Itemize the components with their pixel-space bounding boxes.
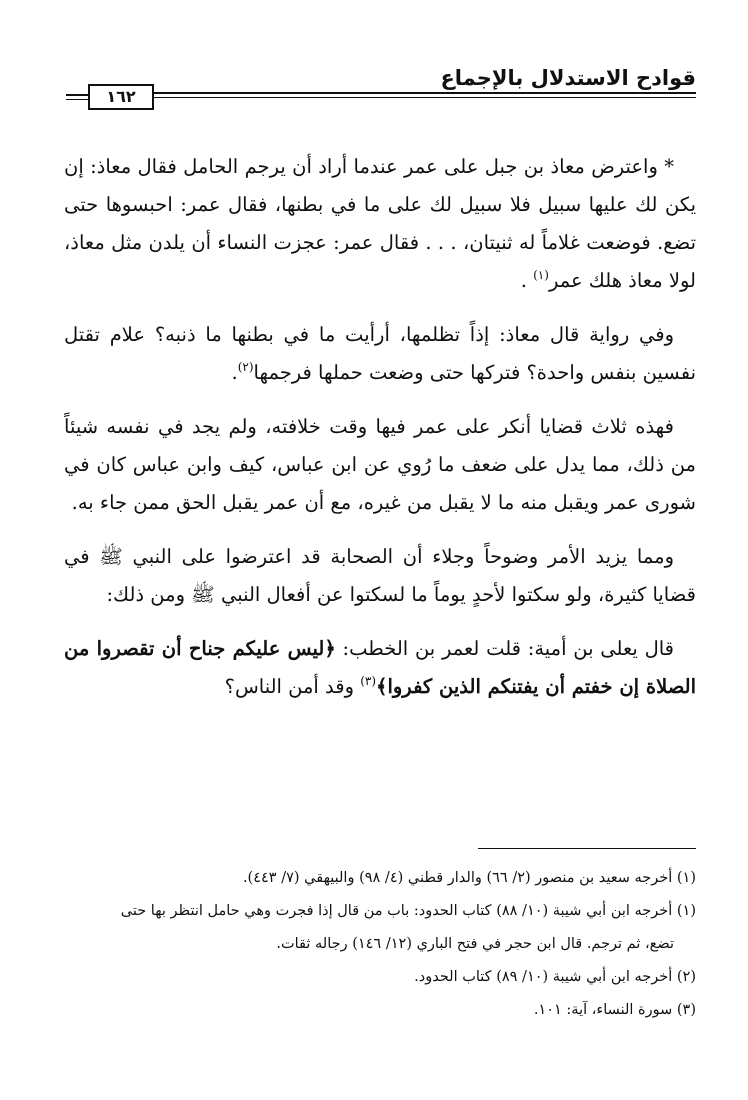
footnote-1b: (١) أخرجه ابن أبي شيبة (١٠/ ٨٨) كتاب الحدود: باب من قال إذا فجرت وهي حامل انتظر بها حتى	[120, 903, 696, 919]
page-number: ١٦٢	[88, 84, 154, 110]
footnote-1: (١) أخرجه سعيد بن منصور (٢/ ٦٦) والدار قطني (٤/ ٩٨) والبيهقي (٧/ ٤٤٣).	[242, 870, 696, 886]
paragraph-end: .	[231, 361, 238, 384]
paragraph-text: وفي رواية قال معاذ: إذاً تظلمها، أرأيت ما في بطنها ما ذنبه؟ علام تقتل نفسين بنفس واحدة؟ فتركها حتى وضعت حملها فرجمها	[64, 323, 696, 384]
paragraph-end: وقد أمن الناس؟	[224, 675, 361, 698]
header-rule-thin	[116, 97, 696, 98]
paragraph-text: قال يعلى بن أمية: قلت لعمر بن الخطب:	[335, 637, 674, 660]
quran-verse: ﴿ليس عليكم جناح أن تقصروا من الصلاة إن خفتم أن يفتنكم الذين كفروا﴾	[64, 637, 696, 698]
page-number-rule-thin	[66, 99, 88, 100]
paragraph-yala-report	[64, 630, 696, 706]
footnote-ref-1[interactable]: (١)	[533, 268, 549, 282]
footnote-ref-3[interactable]: (٣)	[360, 674, 377, 688]
footnote-ref-2[interactable]: (٢)	[237, 360, 254, 374]
footnote-1b-continuation: تضع، ثم ترجم. قال ابن حجر في فتح الباري (١٢/ ١٤٦) رجاله ثقات.	[276, 936, 674, 952]
paragraph-companions-objections: ومما يزيد الأمر وضوحاً وجلاء أن الصحابة قد اعترضوا على النبي ﷺ في قضايا كثيرة، ولو سكتوا لأحدٍ يوماً ما لسكتوا عن أفعال النبي ﷺ ومن ذلك:	[64, 545, 696, 606]
running-header	[88, 64, 696, 104]
footnotes	[60, 862, 696, 1027]
paragraph-muadh-narration	[64, 316, 696, 392]
paragraph-end: .	[520, 269, 534, 292]
header-rule	[116, 92, 696, 94]
main-text	[64, 148, 696, 722]
paragraph-muadh-objection	[64, 148, 696, 300]
page-number-rule	[66, 94, 88, 96]
footnote-separator	[478, 848, 696, 849]
paragraph-three-cases: فهذه ثلاث قضايا أنكر على عمر فيها وقت خلافته، ولم يجد في نفسه شيئاً من ذلك، مما يدل على ضعف ما رُوي عن ابن عباس، كيف وابن عباس كان في شورى عمر ويقبل منه ما لا يقبل من غيره، مع أن عمر يقبل الحق ممن جاء به.	[64, 415, 696, 514]
footnote-3: (٣) سورة النساء، آية: ١٠١.	[533, 1002, 696, 1018]
footnote-2: (٢) أخرجه ابن أبي شيبة (١٠/ ٨٩) كتاب الحدود.	[414, 969, 696, 985]
paragraph-text: * واعترض معاذ بن جبل على عمر عندما أراد أن يرجم الحامل فقال معاذ: إن يكن لك عليها سبيل فلا سبيل لك على ما في بطنها، فقال عمر: احبسوها حتى تضع. فوضعت غلاماً له ثنيتان، . . . فقال عمر: عجزت النساء أن يلدن مثل معاذ، لولا معاذ هلك عمر	[64, 155, 696, 292]
header-title: قوادح الاستدلال بالإجماع	[440, 66, 696, 90]
